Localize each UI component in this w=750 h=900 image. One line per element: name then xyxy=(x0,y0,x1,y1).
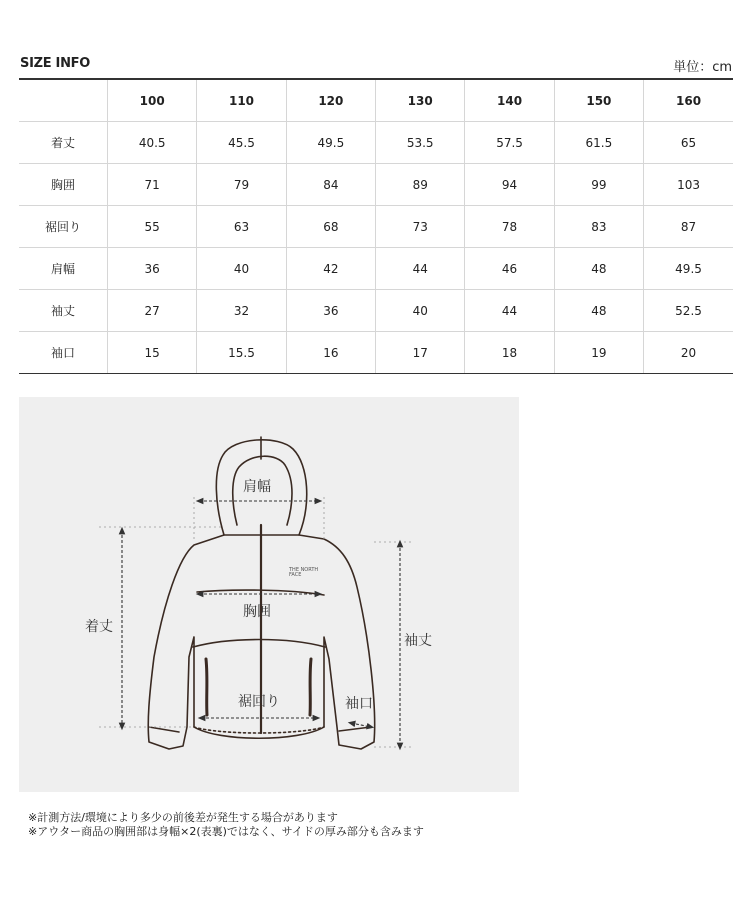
size-header: 160 xyxy=(644,79,733,122)
table-cell: 36 xyxy=(108,248,197,290)
size-header: 130 xyxy=(376,79,465,122)
table-row xyxy=(19,248,733,290)
table-header-row xyxy=(19,79,733,122)
cuff-arrow xyxy=(351,723,371,727)
table-cell: 19 xyxy=(554,332,643,374)
page-title: SIZE INFO xyxy=(20,56,90,71)
table-cell: 89 xyxy=(376,164,465,206)
table-cell: 44 xyxy=(465,290,554,332)
left-pocket xyxy=(206,659,207,715)
table-cell: 15 xyxy=(108,332,197,374)
table-cell: 79 xyxy=(197,164,286,206)
table-cell: 78 xyxy=(465,206,554,248)
garment-diagram xyxy=(19,397,519,792)
table-row xyxy=(19,122,733,164)
chest-label: 胸囲 xyxy=(243,604,271,620)
table-cell: 40.5 xyxy=(108,122,197,164)
size-header: 150 xyxy=(554,79,643,122)
size-header: 110 xyxy=(197,79,286,122)
footnote: ※計測方法/環境により多少の前後差が発生する場合があります xyxy=(28,811,338,824)
sleeve-label: 袖丈 xyxy=(404,633,432,649)
table-cell: 44 xyxy=(376,248,465,290)
size-header: 140 xyxy=(465,79,554,122)
table-cell: 46 xyxy=(465,248,554,290)
jacket-illustration xyxy=(19,397,519,792)
table-row xyxy=(19,206,733,248)
table-cell: 84 xyxy=(286,164,375,206)
table-cell: 55 xyxy=(108,206,197,248)
table-cell: 73 xyxy=(376,206,465,248)
table-cell: 36 xyxy=(286,290,375,332)
table-cell: 52.5 xyxy=(644,290,733,332)
footnote: ※アウター商品の胸囲部は身幅×2(表裏)ではなく、サイドの厚み部分も含みます xyxy=(28,825,424,838)
table-cell: 57.5 xyxy=(465,122,554,164)
table-cell: 42 xyxy=(286,248,375,290)
row-label: 胸囲 xyxy=(19,164,108,206)
table-corner-cell xyxy=(19,79,108,122)
row-label: 袖口 xyxy=(19,332,108,374)
table-cell: 27 xyxy=(108,290,197,332)
table-cell: 63 xyxy=(197,206,286,248)
table-cell: 71 xyxy=(108,164,197,206)
length-label: 着丈 xyxy=(85,619,113,635)
table-cell: 87 xyxy=(644,206,733,248)
table-cell: 53.5 xyxy=(376,122,465,164)
table-cell: 68 xyxy=(286,206,375,248)
table-cell: 61.5 xyxy=(554,122,643,164)
table-cell: 49.5 xyxy=(286,122,375,164)
size-header: 100 xyxy=(108,79,197,122)
table-cell: 15.5 xyxy=(197,332,286,374)
table-cell: 94 xyxy=(465,164,554,206)
table-cell: 49.5 xyxy=(644,248,733,290)
brand-mark: THE NORTH FACE xyxy=(289,567,319,578)
table-cell: 65 xyxy=(644,122,733,164)
table-cell: 48 xyxy=(554,290,643,332)
table-row xyxy=(19,164,733,206)
unit-label: 単位：cm xyxy=(673,60,732,75)
row-label: 裾回り xyxy=(19,206,108,248)
table-cell: 20 xyxy=(644,332,733,374)
shoulder-label: 肩幅 xyxy=(243,479,271,495)
table-row xyxy=(19,290,733,332)
table-cell: 40 xyxy=(376,290,465,332)
table-cell: 17 xyxy=(376,332,465,374)
size-table xyxy=(19,78,733,374)
table-cell: 99 xyxy=(554,164,643,206)
row-label: 肩幅 xyxy=(19,248,108,290)
table-cell: 45.5 xyxy=(197,122,286,164)
table-cell: 16 xyxy=(286,332,375,374)
table-cell: 48 xyxy=(554,248,643,290)
hem-label: 裾回り xyxy=(238,694,280,710)
table-cell: 40 xyxy=(197,248,286,290)
size-header: 120 xyxy=(286,79,375,122)
footnotes xyxy=(28,811,424,839)
right-pocket xyxy=(310,659,311,715)
row-label: 袖丈 xyxy=(19,290,108,332)
table-row xyxy=(19,332,733,374)
cuff-label: 袖口 xyxy=(345,696,373,712)
table-cell: 103 xyxy=(644,164,733,206)
table-cell: 83 xyxy=(554,206,643,248)
table-cell: 32 xyxy=(197,290,286,332)
row-label: 着丈 xyxy=(19,122,108,164)
table-cell: 18 xyxy=(465,332,554,374)
